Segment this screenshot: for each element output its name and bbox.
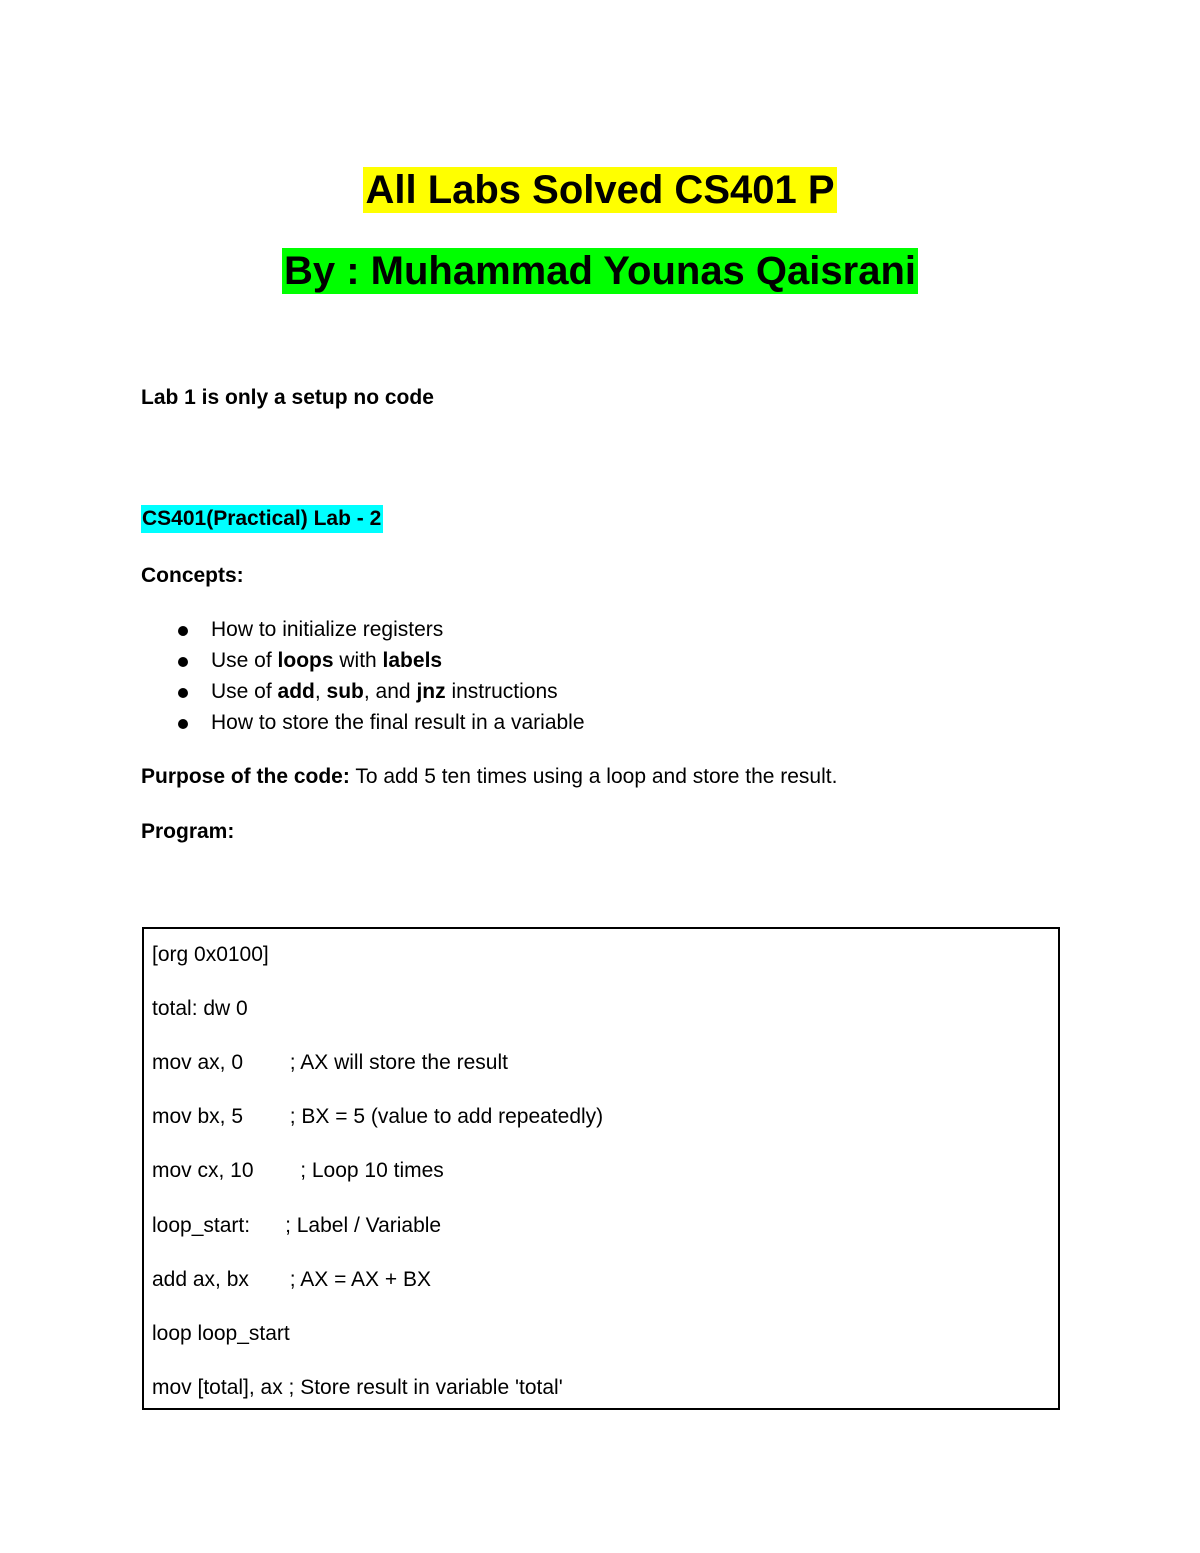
concept-item [175,710,585,741]
bullet-icon [178,626,188,636]
document-title: All Labs Solved CS401 P [365,168,835,212]
code-line: add ax, bx ; AX = AX + BX [152,1267,431,1291]
purpose-text: To add 5 ten times using a loop and store the result. [349,765,838,788]
concept-text: with [333,649,383,672]
code-line: loop_start: ; Label / Variable [152,1213,442,1237]
concepts-list [175,617,585,741]
code-box [142,927,1060,1410]
concept-text: How to store the final result in a variable [211,711,585,734]
code-line: [org 0x0100] [152,943,269,966]
purpose-line [141,764,837,790]
concept-text: , [314,680,327,703]
concept-text: , and [363,680,417,703]
concept-text: Use of [211,649,278,672]
code-line: mov cx, 10 ; Loop 10 times [152,1159,444,1183]
document-title-wrap [0,167,1200,213]
concept-text: instructions [445,680,558,703]
concept-text: Use of [211,680,278,703]
bullet-icon [178,688,188,698]
concept-item [175,617,585,648]
lab2-heading [141,506,383,532]
concept-text: labels [382,649,443,672]
concept-text: jnz [416,680,446,703]
author-line-wrap [0,248,1200,294]
code-line: loop loop_start [152,1321,290,1345]
code-line: mov ax, 0 ; AX will store the result [152,1051,508,1075]
bullet-icon [178,657,188,667]
author-line: By : Muhammad Younas Qaisrani [283,249,916,293]
concept-text: sub [326,680,364,703]
concept-item [175,648,585,679]
code-line: mov [total], ax ; Store result in variable 'total' [152,1375,563,1399]
code-line: total: dw 0 [152,997,248,1021]
code-line: mov bx, 5 ; BX = 5 (value to add repeatedly) [152,1105,604,1129]
concept-item [175,679,585,710]
lab1-note: Lab 1 is only a setup no code [141,386,434,409]
concepts-label: Concepts: [141,564,244,587]
program-label: Program: [141,820,235,843]
concept-text: loops [277,649,334,672]
concept-text: How to initialize registers [211,618,444,641]
concept-text: add [277,680,315,703]
lab2-heading-text: CS401(Practical) Lab - 2 [141,505,383,533]
bullet-icon [178,719,188,729]
purpose-label: Purpose of the code: [141,765,350,788]
